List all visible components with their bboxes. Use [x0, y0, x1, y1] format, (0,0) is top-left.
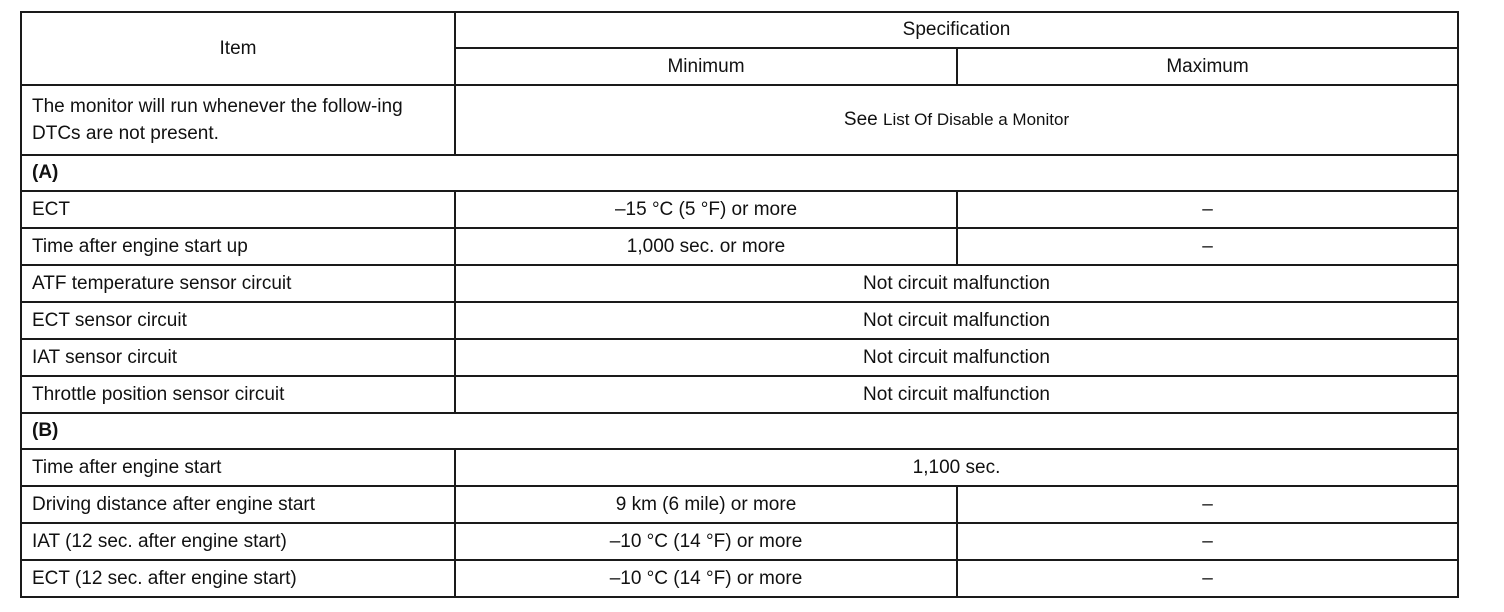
- table-row: [21, 486, 1458, 523]
- row-item: IAT (12 sec. after engine start): [21, 523, 455, 560]
- section-b-label: (B): [21, 413, 1458, 449]
- row-item: ECT: [21, 191, 455, 228]
- row-min: –15 °C (5 °F) or more: [455, 191, 957, 228]
- table-row: [21, 376, 1458, 413]
- row-item: Time after engine start up: [21, 228, 455, 265]
- row-max: –: [957, 228, 1458, 265]
- row-min: –10 °C (14 °F) or more: [455, 560, 957, 597]
- row-item: Time after engine start: [21, 449, 455, 486]
- row-span: Not circuit malfunction: [455, 302, 1458, 339]
- row-item: IAT sensor circuit: [21, 339, 455, 376]
- row-max: –: [957, 560, 1458, 597]
- row-item: Driving distance after engine start: [21, 486, 455, 523]
- row-max: –: [957, 523, 1458, 560]
- row-min: –10 °C (14 °F) or more: [455, 523, 957, 560]
- row-item: ECT sensor circuit: [21, 302, 455, 339]
- row-span: 1,100 sec.: [455, 449, 1458, 486]
- specification-table: [20, 11, 1459, 598]
- table-row: [21, 523, 1458, 560]
- row-span: Not circuit malfunction: [455, 339, 1458, 376]
- row-min: 9 km (6 mile) or more: [455, 486, 957, 523]
- row-span: Not circuit malfunction: [455, 376, 1458, 413]
- row-max: –: [957, 191, 1458, 228]
- header-specification: Specification: [455, 12, 1458, 48]
- table-row: [21, 228, 1458, 265]
- row-min: 1,000 sec. or more: [455, 228, 957, 265]
- intro-row: [21, 85, 1458, 155]
- intro-spec: [455, 85, 1458, 155]
- table-row: [21, 265, 1458, 302]
- header-minimum: Minimum: [455, 48, 957, 85]
- table-row: [21, 449, 1458, 486]
- table-row: [21, 191, 1458, 228]
- intro-spec-rest: List Of Disable a Monitor: [882, 110, 1070, 129]
- row-item: ECT (12 sec. after engine start): [21, 560, 455, 597]
- header-item: Item: [21, 12, 455, 85]
- section-a-row: [21, 155, 1458, 191]
- row-item: ATF temperature sensor circuit: [21, 265, 455, 302]
- table-row: [21, 339, 1458, 376]
- row-max: –: [957, 486, 1458, 523]
- header-maximum: Maximum: [957, 48, 1458, 85]
- intro-spec-lead: See: [843, 109, 878, 130]
- table-row: [21, 302, 1458, 339]
- row-span: Not circuit malfunction: [455, 265, 1458, 302]
- section-b-row: [21, 413, 1458, 449]
- intro-item: The monitor will run whenever the follow-ing DTCs are not present.: [21, 85, 455, 155]
- table-row: [21, 560, 1458, 597]
- header-row: [21, 12, 1458, 48]
- row-item: Throttle position sensor circuit: [21, 376, 455, 413]
- section-a-label: (A): [21, 155, 1458, 191]
